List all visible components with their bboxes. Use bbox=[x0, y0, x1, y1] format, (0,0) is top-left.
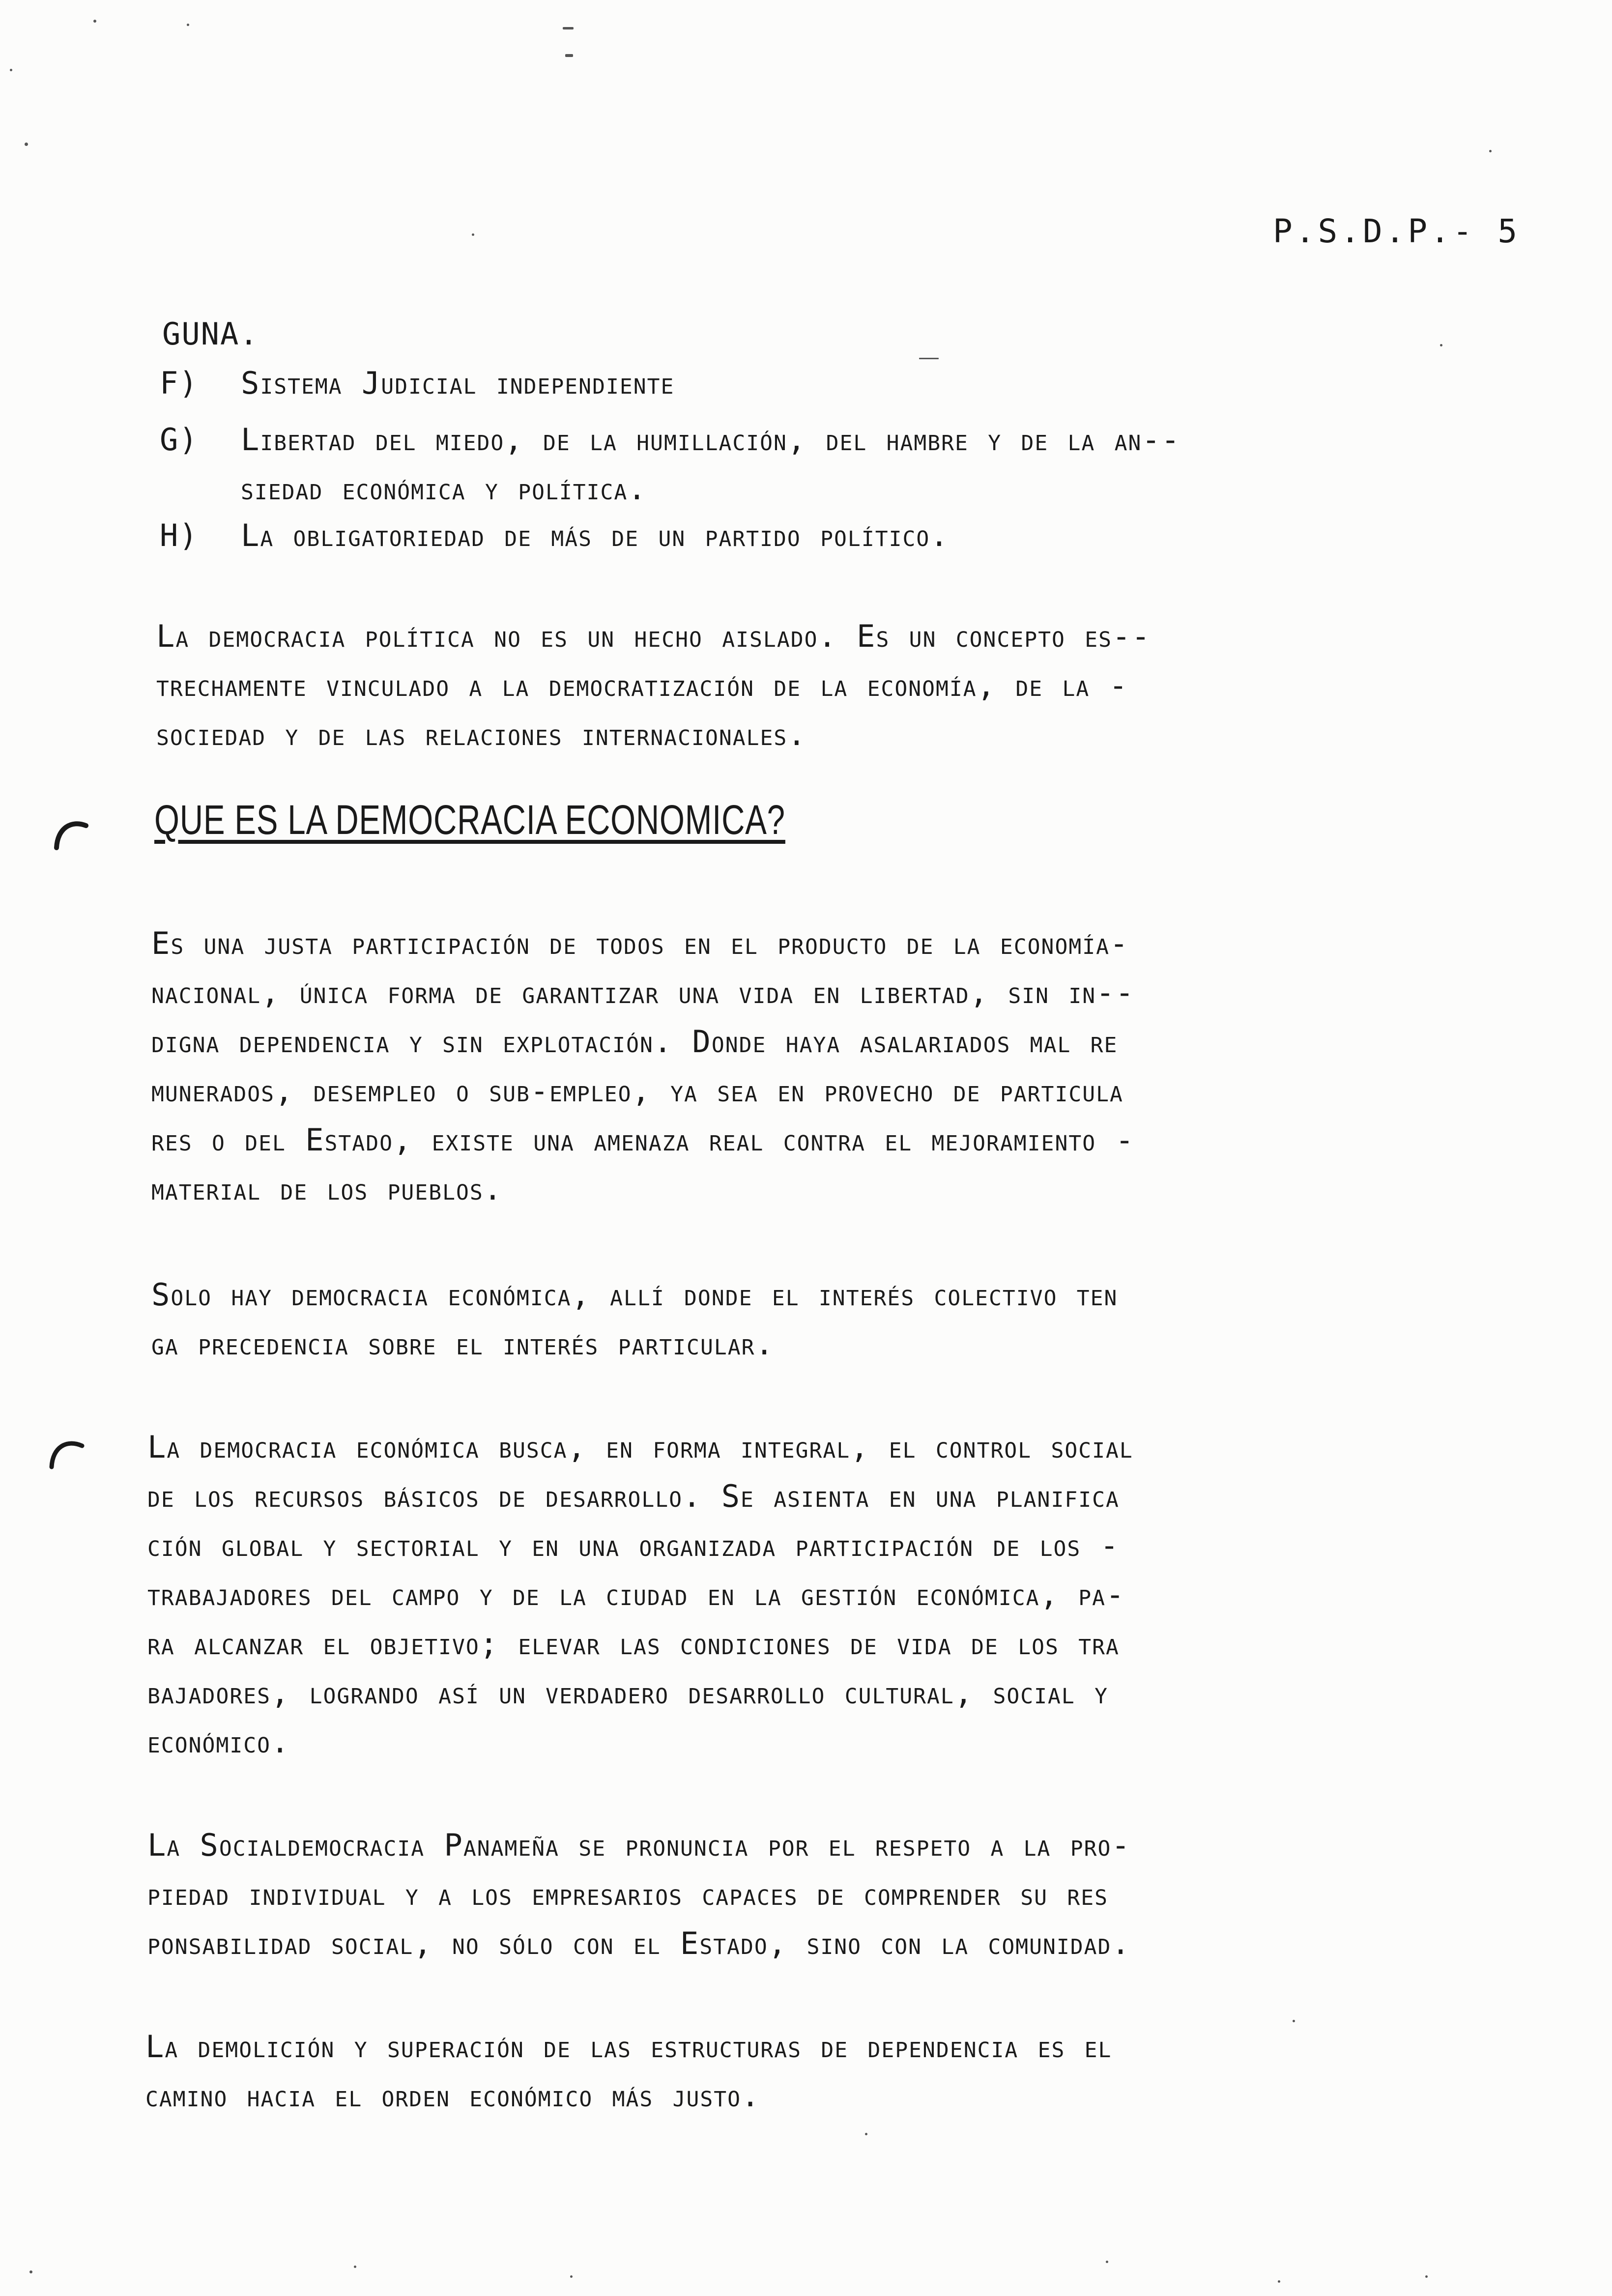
paragraph-line: nacional, única forma de garantizar una vida en libertad, sin in-- bbox=[151, 975, 1135, 1010]
paragraph-line: económico. bbox=[147, 1724, 290, 1760]
scan-speck bbox=[1293, 2020, 1295, 2022]
list-marker: G) bbox=[160, 422, 199, 458]
scan-speck bbox=[1425, 2275, 1428, 2278]
list-item bbox=[160, 511, 1536, 560]
paragraph-collective-interest bbox=[151, 1270, 1118, 1369]
list-item-continuation bbox=[160, 464, 1536, 514]
scan-speck bbox=[472, 233, 474, 236]
paragraph-line: ponsabilidad social, no sólo con el Estado, sino con la comunidad. bbox=[147, 1925, 1131, 1961]
scan-speck bbox=[865, 2133, 867, 2135]
list-item bbox=[160, 415, 1536, 464]
paragraph-dependency bbox=[145, 2022, 1112, 2121]
paragraph-line: Es una justa participación de todos en el producto de la economía- bbox=[151, 925, 1129, 961]
paragraph-line: munerados, desempleo o sub-empleo, ya sea en provecho de particula bbox=[151, 1073, 1123, 1109]
scan-speck bbox=[1489, 150, 1492, 152]
list-item-f bbox=[160, 359, 1536, 408]
scan-speck bbox=[570, 2275, 573, 2278]
requirements-list bbox=[162, 310, 259, 359]
paragraph-political-democracy bbox=[156, 612, 1151, 759]
paragraph-line: camino hacia el orden económico más justo. bbox=[145, 2078, 761, 2114]
paragraph-line: Solo hay democracia económica, allí donde el interés colectivo ten bbox=[151, 1277, 1118, 1313]
paragraph-line: ción global y sectorial y en una organizada participación de los - bbox=[147, 1527, 1120, 1563]
scan-speck bbox=[1440, 344, 1442, 346]
paragraph-line: trabajadores del campo y de la ciudad en la gestión económica, pa- bbox=[147, 1577, 1125, 1612]
paragraph-line: La Socialdemocracia Panameña se pronuncia por el respeto a la pro- bbox=[147, 1827, 1131, 1863]
paragraph-line: bajadores, logrando así un verdadero desarrollo cultural, social y bbox=[147, 1675, 1109, 1711]
scan-speck bbox=[565, 54, 573, 57]
list-item-text: Libertad del miedo, de la humillación, del hambre y de la an-- bbox=[241, 422, 1181, 458]
paragraph-line: ga precedencia sobre el interés particular. bbox=[151, 1326, 775, 1362]
list-marker: H) bbox=[160, 517, 199, 553]
scan-speck bbox=[1278, 2280, 1280, 2283]
paragraph-line: La demolición y superación de las estructuras de dependencia es el bbox=[145, 2029, 1112, 2065]
section-heading: QUE ES LA DEMOCRACIA ECONOMICA? bbox=[154, 797, 785, 843]
paragraph-line: La democracia política no es un hecho aislado. Es un concepto es-- bbox=[156, 618, 1151, 654]
scan-speck bbox=[563, 27, 574, 29]
paragraph-definition bbox=[151, 919, 1135, 1214]
margin-mark-icon bbox=[52, 811, 96, 855]
list-marker: F) bbox=[160, 365, 199, 401]
list-item-text: siedad económica y política. bbox=[241, 471, 647, 507]
scan-speck bbox=[1106, 2261, 1108, 2263]
paragraph-line: res o del Estado, existe una amenaza real contra el mejoramiento - bbox=[151, 1122, 1135, 1158]
list-item-text: Sistema Judicial independiente bbox=[241, 365, 675, 401]
margin-mark-icon bbox=[47, 1430, 91, 1474]
scan-speck bbox=[25, 143, 28, 146]
paragraph-line: material de los pueblos. bbox=[151, 1171, 503, 1207]
paragraph-economic-democracy bbox=[147, 1423, 1133, 1767]
page-number: P.S.D.P.- 5 bbox=[1273, 212, 1521, 250]
scan-speck bbox=[29, 2270, 32, 2273]
paragraph-line: trechamente vinculado a la democratización de la economía, de la - bbox=[156, 667, 1128, 703]
list-continuation: GUNA. bbox=[162, 316, 259, 352]
list-item bbox=[160, 359, 1536, 408]
scan-speck bbox=[187, 24, 189, 26]
list-item-h bbox=[160, 511, 1536, 560]
paragraph-social-democracy bbox=[147, 1821, 1131, 1968]
paragraph-line: piedad individual y a los empresarios capaces de comprender su res bbox=[147, 1876, 1109, 1912]
paragraph-line: ra alcanzar el objetivo; elevar las condiciones de vida de los tra bbox=[147, 1626, 1120, 1662]
scan-speck bbox=[93, 20, 96, 23]
paragraph-line: La democracia económica busca, en forma integral, el control social bbox=[147, 1429, 1133, 1465]
scan-speck bbox=[10, 69, 12, 71]
paragraph-line: de los recursos básicos de desarrollo. Se asienta en una planifica bbox=[147, 1478, 1120, 1514]
paragraph-line: digna dependencia y sin explotación. Donde haya asalariados mal re bbox=[151, 1024, 1118, 1060]
list-item-g bbox=[160, 415, 1536, 514]
paragraph-line: sociedad y de las relaciones internacionales. bbox=[156, 717, 807, 752]
scan-speck bbox=[354, 2266, 356, 2268]
list-item-text: La obligatoriedad de más de un partido político. bbox=[241, 517, 950, 553]
